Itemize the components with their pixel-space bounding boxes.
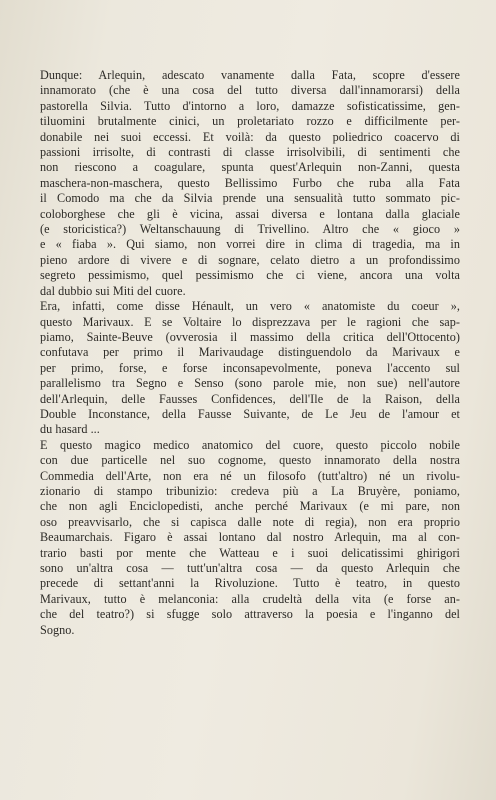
text-line: piamo, Sainte-Beuve (ovverosia il massimo della critica dell'Ottocento) xyxy=(40,329,460,344)
text-line: passioni irrisolte, di contrasti di classe irrisolvibili, di sentimenti che xyxy=(40,145,460,160)
text-line: oso preavvisarlo, che si capisca dalle note di regia), non era proprio xyxy=(40,514,460,529)
text-line: segreto pessimismo, quel pessimismo che ci viene, ancora una volta xyxy=(40,268,460,283)
text-line: non riescono a coagulare, spunta quest'Arlequin non-Zanni, questa xyxy=(40,160,460,175)
text-line: Commedia dell'Arte, non era né un filosofo (tutt'altro) né un rivolu- xyxy=(40,468,460,483)
text-line: trario basti por mente che Watteau e i suoi delicatissimi ghirigori xyxy=(40,545,460,560)
paragraph-3 xyxy=(40,438,460,638)
text-line: con due particelle nel suo cognome, questo innamorato della nostra xyxy=(40,453,460,468)
text-line: dell'Arlequin, delle Fausses Confidences, dell'Ile de la Raison, della xyxy=(40,391,460,406)
text-line: innamorato (che è una cosa del tutto diversa dall'innamorarsi) della xyxy=(40,83,460,98)
text-line: sono un'altra cosa — tutt'un'altra cosa — da questo Arlequin che xyxy=(40,561,460,575)
text-line: zionario di stampo tribunizio: credeva più a La Bruyère, poniamo, xyxy=(40,483,460,498)
text-line: tiluomini brutalmente cinici, un proletariato rozzo e difficilmente per- xyxy=(40,114,460,129)
text-line: Marivaux, tutto è melanconia: alla crudeltà della vita (e forse an- xyxy=(40,591,460,606)
text-line: dal dubbio sui Miti del cuore. xyxy=(40,283,186,298)
text-line: precede di settant'anni la Rivoluzione. Tutto è teatro, in questo xyxy=(40,576,460,591)
text-line: per primo, forse, e forse inconsapevolmente, poneva l'accento sul xyxy=(40,360,460,375)
text-line: pieno ardore di vivere e di sognare, celato dietro a un profondissimo xyxy=(40,252,460,267)
text-line: (e storicistica?) Weltanschauung di Trivellino. Altro che « gioco » xyxy=(40,222,460,237)
text-line: donabile nei suoi eccessi. Et voilà: da questo poliedrico coacervo di xyxy=(40,129,460,144)
text-line: che non agli Enciclopedisti, anche perché Marivaux (e mi pare, non xyxy=(40,499,460,514)
text-line: maschera-non-maschera, questo Bellissimo Furbo che ruba alla Fata xyxy=(40,175,460,190)
text-line: du hasard ... xyxy=(40,422,100,437)
text-line: confutava per primo il Marivaudage distinguendolo da Marivaux e xyxy=(40,345,460,360)
text-line: e « fiaba ». Qui siamo, non vorrei dire in clima di tragedia, ma in xyxy=(40,237,460,252)
text-line: Era, infatti, come disse Hénault, un vero « anatomiste du coeur », xyxy=(40,299,460,314)
text-line: Beaumarchais. Figaro è assai lontano dal nostro Arlequin, ma al con- xyxy=(40,530,460,545)
text-line: che del teatro?) si sfugge solo attraverso la poesia e l'inganno del xyxy=(40,607,460,622)
paragraph-2 xyxy=(40,299,460,438)
body-text xyxy=(40,68,460,638)
text-line: E questo magico medico anatomico del cuore, questo piccolo nobile xyxy=(40,437,460,452)
paragraph-1 xyxy=(40,68,460,299)
text-line: Dunque: Arlequin, adescato vanamente dalla Fata, scopre d'essere xyxy=(40,68,460,82)
text-line: Double Inconstance, della Fausse Suivante, de Le Jeu de l'amour et xyxy=(40,406,460,421)
text-line: coloborghese che gli è vicina, assai diversa e lontana dalla glaciale xyxy=(40,206,460,221)
text-line: questo Marivaux. E se Voltaire lo disprezzava per le ragioni che sap- xyxy=(40,314,460,329)
text-line: pastorella Silvia. Tutto d'intorno a loro, damazze sofisticatissime, gen- xyxy=(40,98,460,113)
text-line: Sogno. xyxy=(40,622,75,637)
text-line: parallelismo tra Segno e Senso (sono parole mie, non sue) nell'autore xyxy=(40,376,460,391)
text-line: il Comodo ma che da Silvia prende una sensualità tutto sommato pic- xyxy=(40,191,460,206)
